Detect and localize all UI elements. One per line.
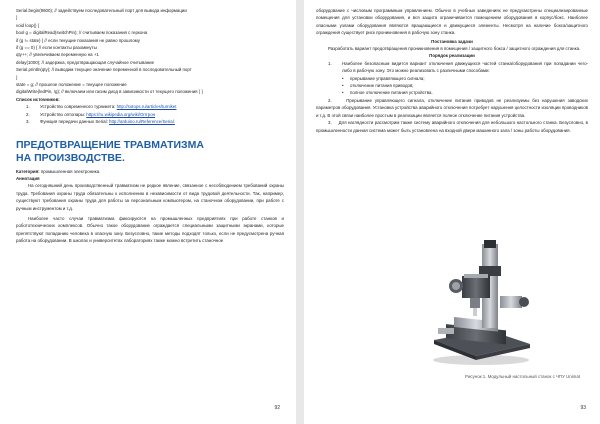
bullet-dot: • [342, 75, 344, 81]
source-link[interactable]: https://ru.wikipedia.org/wiki/Оптрон [86, 111, 156, 117]
step-item [316, 97, 588, 119]
body-paragraph: Разработать вариант предотвращения проникновения в помещения / защитного бокса / защитного ограждения для станка. [328, 46, 581, 52]
body-paragraph: Наиболее часто случаи травматизма фиксируются на промышленных предприятиях при работе станков и робототехнических комплексов. Обычно такое оборудование ограждается специальными защитными экранами, которые препятствуют попаданию человека в опасную зону. Безусловно, такие методы подходят только, если не предусмотрена ручная работа на оборудовании. В школах и университетах лабораториях также можно встретить станочное [16, 215, 284, 244]
source-link[interactable]: http://sotops.ru/articles/turniket [116, 104, 177, 110]
section-heading: Постановка задачи [431, 38, 473, 44]
source-text: Функция передачи данных Serial: [40, 119, 110, 125]
source-item [16, 118, 284, 125]
step-number: 3. [328, 120, 339, 126]
bullet-dot: • [342, 83, 344, 89]
code-line: Serial.println(qty); // выводим текущее значение переменной в последовательный порт [16, 67, 192, 73]
code-line: delay(1000); // задержка, предотвращающая случайное считывание [16, 59, 155, 65]
section-heading: Порядок реализации [429, 53, 475, 59]
step-item [316, 119, 588, 134]
source-number: 2. [26, 111, 30, 117]
bullet-item [316, 89, 588, 96]
code-line: void loop() { [16, 22, 40, 28]
step-text: Для наглядности рассмотрим также систему аварийного отключения для небольшого настольного станка. Безусловно, в промышленности данная система может быть установлена на входной двери машинного зала / зоны работы оборудования. [316, 120, 588, 133]
source-item [16, 103, 284, 110]
category-label: Категория: [16, 168, 40, 174]
bullet-item [316, 82, 588, 89]
source-text: Устройство современного турникета: [40, 104, 117, 110]
bullet-item [316, 75, 588, 82]
sources-list [16, 103, 284, 125]
category-value: промышленная электроника. [39, 168, 101, 174]
cnc-machine-illustration [426, 236, 536, 368]
code-line: bool g = digitalRead(switchPin); // считываем показания с геркона [16, 30, 148, 36]
bullet-text: полное отключение питания устройства. [350, 90, 433, 96]
source-number: 3. [26, 119, 30, 125]
code-line: state = g; // прошлое положение = текущее положение [16, 82, 127, 88]
code-line: digitalWrite(ledPin, !g); // включаем или гасим диод в зависимости от текущего положения } } [16, 89, 203, 95]
code-line: if (g == 0) { // если контакты разомкнуты [16, 45, 97, 51]
body-paragraph: На сегодняшний день производственный травматизм не редкое явление, связанное с несоблюдением требований охраны труда. Требования охраны труда обязательны к исполнению в независимости от вида трудовой деятельности. Так, например, существуют требования охраны труда для работы за персональным компьютером, на станочном оборудовании, при работе с ручным инструментом и т.д. [16, 183, 284, 211]
body-paragraph: оборудование с числовым программным управлением. Обычно в учебных заведениях не предусмотрены специализированные помещения для установки оборудования, и вся защита ограничивается помещением оборудования в корпус/бокс. Наиболее опасными узлами оборудования являются вращающиеся и движущиеся элементы. Несмотря на наличие бокса/защитного ограждения существует риск проникновения в рабочую зону станка. [316, 8, 588, 36]
code-line: } [16, 74, 18, 80]
step-text: Наиболее безопасным видится вариант отключения движущихся частей станка/оборудования при попадании чего-либо в рабочую зону. Это можно реализовать с различными способами: [342, 60, 588, 74]
source-number: 1. [26, 104, 30, 110]
bullet-dot: • [342, 90, 344, 96]
figure-caption: Рисунок 1. Модульный настольный станок с ЧПУ Unimat [465, 374, 580, 379]
page-number: 92 [274, 405, 280, 411]
step-number: 1. [328, 60, 332, 66]
page-number: 93 [580, 405, 586, 411]
code-line: Serial.begin(9600); // задействуем последовательный порт для вывода информации [16, 8, 187, 13]
code-line: if (g != state) { // если текущие показания не равно прошлому [16, 37, 140, 43]
code-line: qty++; // увеличиваем переменную на +1 [16, 52, 99, 58]
source-item [16, 111, 284, 118]
bullet-text: отключение питания приводов; [350, 83, 414, 89]
article-title [16, 139, 284, 166]
source-link[interactable]: http://arduino.ru/Reference/Serial. [109, 119, 175, 125]
code-line: } [16, 15, 18, 21]
bullet-text: прерывание управляющего сигнала; [350, 75, 425, 81]
category-line [16, 168, 284, 175]
source-text: Устройство оптопары: [40, 111, 87, 117]
article-title-line: НА ПРОИЗВОДСТВЕ. [16, 152, 125, 164]
left-page [0, 0, 296, 424]
right-page [304, 0, 600, 424]
annotation-label: Аннотация [16, 175, 40, 181]
step-item [316, 60, 588, 75]
step-text: Прерывание управляющего сигнала, отключение питания приводов не реализуемы без нарушения заводских параметров оборудования. Установка устройства аварийного отключения потребует нарушения целостности изоляции проводников и т.д. В этой связи наиболее простым в реализации является полное отключение питания устройства. [316, 97, 588, 118]
code-listing [16, 7, 284, 96]
article-title-line: ПРЕДОТВРАЩЕНИЕ ТРАВМАТИЗМА [16, 138, 204, 151]
step-number: 2. [328, 97, 347, 103]
sources-title: Список источников: [16, 96, 60, 102]
